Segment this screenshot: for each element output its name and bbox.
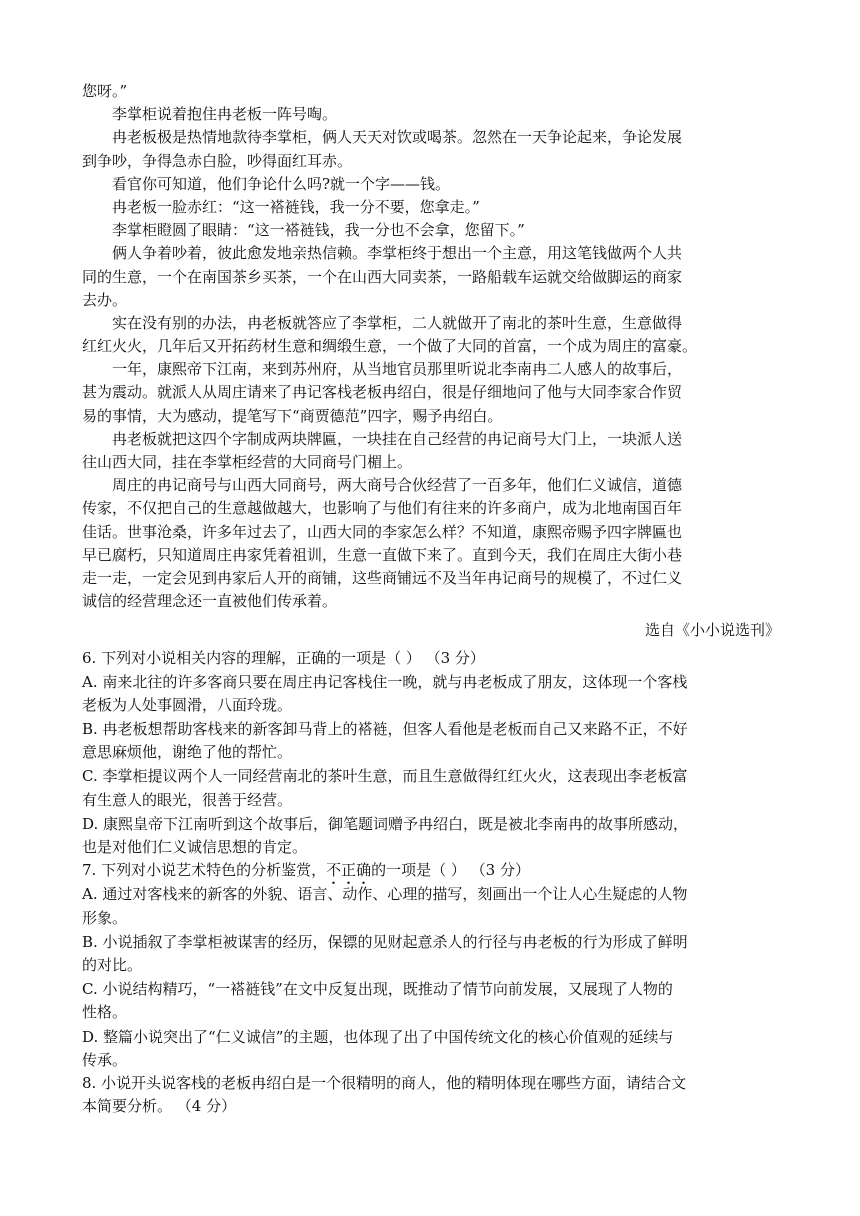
story-line: 佳话。世事沧桑，许多年过去了，山西大同的李家怎么样？不知道，康熙帝赐予四字牌匾也	[82, 522, 683, 541]
question-6-option-D-line-1: D. 康熙皇帝下江南听到这个故事后，御笔题词赠予冉绍白，既是被北李南冉的故事所感动，	[82, 814, 689, 833]
story-line: 传家，不仅把自己的生意越做越大，也影响了与他们有往来的许多商户，成为北地南国百年	[82, 499, 683, 518]
story-line: 俩人争着吵着，彼此愈发地亲热信赖。李掌柜终于想出一个主意，用这笔钱做两个人共	[112, 244, 683, 263]
source-attribution: 选自《小小说选刊》	[644, 621, 780, 640]
question-6-options	[82, 671, 780, 860]
question-6-option-A-line-1: A. 南来北往的许多客商只要在周庄冉记客栈住一晚，就与冉老板成了朋友，这体现一个客栈	[82, 672, 688, 691]
question-7-option-B-line-2: 的对比。	[82, 955, 143, 974]
story-line: 冉老板极是热情地款待李掌柜，俩人天天对饮或喝茶。忽然在一天争论起来，争论发展	[112, 128, 683, 147]
story-line: 您呀。”	[82, 82, 128, 100]
story-line: 冉老板一脸赤红：“这一褡裢钱，我一分不要，您拿走。”	[112, 197, 480, 216]
question-7-options	[82, 883, 780, 1072]
question-7-title-pre: 7. 下列对小说艺术特色的分析鉴赏，	[82, 861, 327, 880]
question-7-option-C-line-2: 性格。	[82, 1003, 128, 1022]
question-6-option-A-line-2: 老板为人处事圆滑，八面玲珑。	[82, 695, 293, 714]
question-7-emphasis: 不正确	[326, 861, 372, 880]
question-6	[82, 647, 780, 860]
question-8-line-2: 本简要分析。 （4 分）	[82, 1097, 237, 1116]
story-line: 走一走，一定会见到冉家后人开的商铺，这些商铺远不及当年冉记商号的规模了，不过仁义	[82, 568, 683, 587]
story-line: 甚为震动。就派人从周庄请来了冉记客栈老板冉绍白，很是仔细地问了他与大同李家合作贸	[82, 383, 683, 402]
question-6-option-D-line-2: 也是对他们仁义诚信思想的肯定。	[82, 838, 308, 856]
story-line: 易的事情，大为感动，提笔写下“商贾德范”四字，赐予冉绍白。	[82, 406, 503, 425]
story-line: 李掌柜说着抱住冉老板一阵号啕。	[112, 105, 338, 124]
story-line: 早已腐朽，只知道周庄冉家凭着祖训，生意一直做下来了。直到今天，我们在周庄大街小巷	[82, 545, 683, 564]
question-8-line-1: 8. 小说开头说客栈的老板冉绍白是一个很精明的商人，他的精明体现在哪些方面，请结合文	[82, 1073, 687, 1092]
question-6-option-C-line-2: 有生意人的眼光，很善于经营。	[82, 790, 293, 809]
story-line: 红红火火，几年后又开拓药材生意和绸缎生意，一个做了大同的首富，一个成为周庄的富豪。	[82, 337, 698, 356]
story-text	[82, 80, 780, 613]
question-6-option-B-line-1: B. 冉老板想帮助客栈来的新客卸马背上的褡裢，但客人看他是老板而自己又来路不正，不好	[82, 720, 688, 739]
story-line: 往山西大同，挂在李掌柜经营的大同商号门楣上。	[82, 453, 413, 471]
story-line: 周庄的冉记商号与山西大同商号，两大商号合伙经营了一百多年，他们仁义诚信，道德	[112, 476, 683, 495]
story-line: 李掌柜瞪圆了眼睛：“这一褡裢钱，我一分也不会拿，您留下。”	[112, 221, 525, 240]
question-8	[82, 1072, 780, 1118]
story-line: 同的生意，一个在南国茶乡买茶，一个在山西大同卖茶，一路船载车运就交给做脚运的商家	[82, 267, 683, 286]
question-7-option-C-line-1: C. 小说结构精巧，“一褡裢钱”在文中反复出现，既推动了情节向前发展，又展现了人物的	[82, 980, 673, 999]
question-7-option-D-line-1: D. 整篇小说突出了“仁义诚信”的主题，也体现了出了中国传统文化的核心价值观的延续与	[82, 1027, 674, 1046]
question-7-option-A-line-2: 形象。	[82, 908, 128, 927]
story-line: 实在没有别的办法，冉老板就答应了李掌柜，二人就做开了南北的茶叶生意，生意做得	[112, 313, 683, 332]
question-6-option-C-line-1: C. 李掌柜提议两个人一同经营南北的茶叶生意，而且生意做得红红火火，这表现出李老板富	[82, 767, 688, 786]
question-7-option-D-line-2: 传承。	[82, 1050, 128, 1069]
story-line: 到争吵，争得急赤白脸，吵得面红耳赤。	[82, 151, 353, 170]
story-line: 冉老板就把这四个字制成两块牌匾，一块挂在自己经营的冉记商号大门上，一块派人送	[112, 429, 683, 448]
question-7	[82, 859, 780, 1072]
question-7-option-A-line-1: A. 通过对客栈来的新客的外貌、语言、动作、心理的描写，刻画出一个让人心生疑虑的人物	[82, 885, 688, 904]
story-line: 诚信的经营理念还一直被他们传承着。	[82, 592, 338, 611]
question-6-option-B-line-2: 意思麻烦他，谢绝了他的帮忙。	[82, 743, 293, 762]
document-page	[82, 80, 780, 1118]
question-7-title-post: 的一项是（ ） （3 分）	[371, 861, 530, 880]
story-line: 去办。	[82, 290, 128, 309]
question-7-option-B-line-1: B. 小说插叙了李掌柜被谋害的经历，保镖的见财起意杀人的行径与冉老板的行为形成了鲜明	[82, 932, 688, 951]
question-6-title: 6. 下列对小说相关内容的理解，正确的一项是（ ） （3 分）	[82, 648, 485, 667]
story-line: 一年，康熙帝下江南，来到苏州府，从当地官员那里听说北李南冉二人感人的故事后，	[112, 360, 683, 379]
story-line: 看官你可知道，他们争论什么吗?就一个字——钱。	[112, 174, 451, 193]
question-7-title	[82, 859, 780, 882]
